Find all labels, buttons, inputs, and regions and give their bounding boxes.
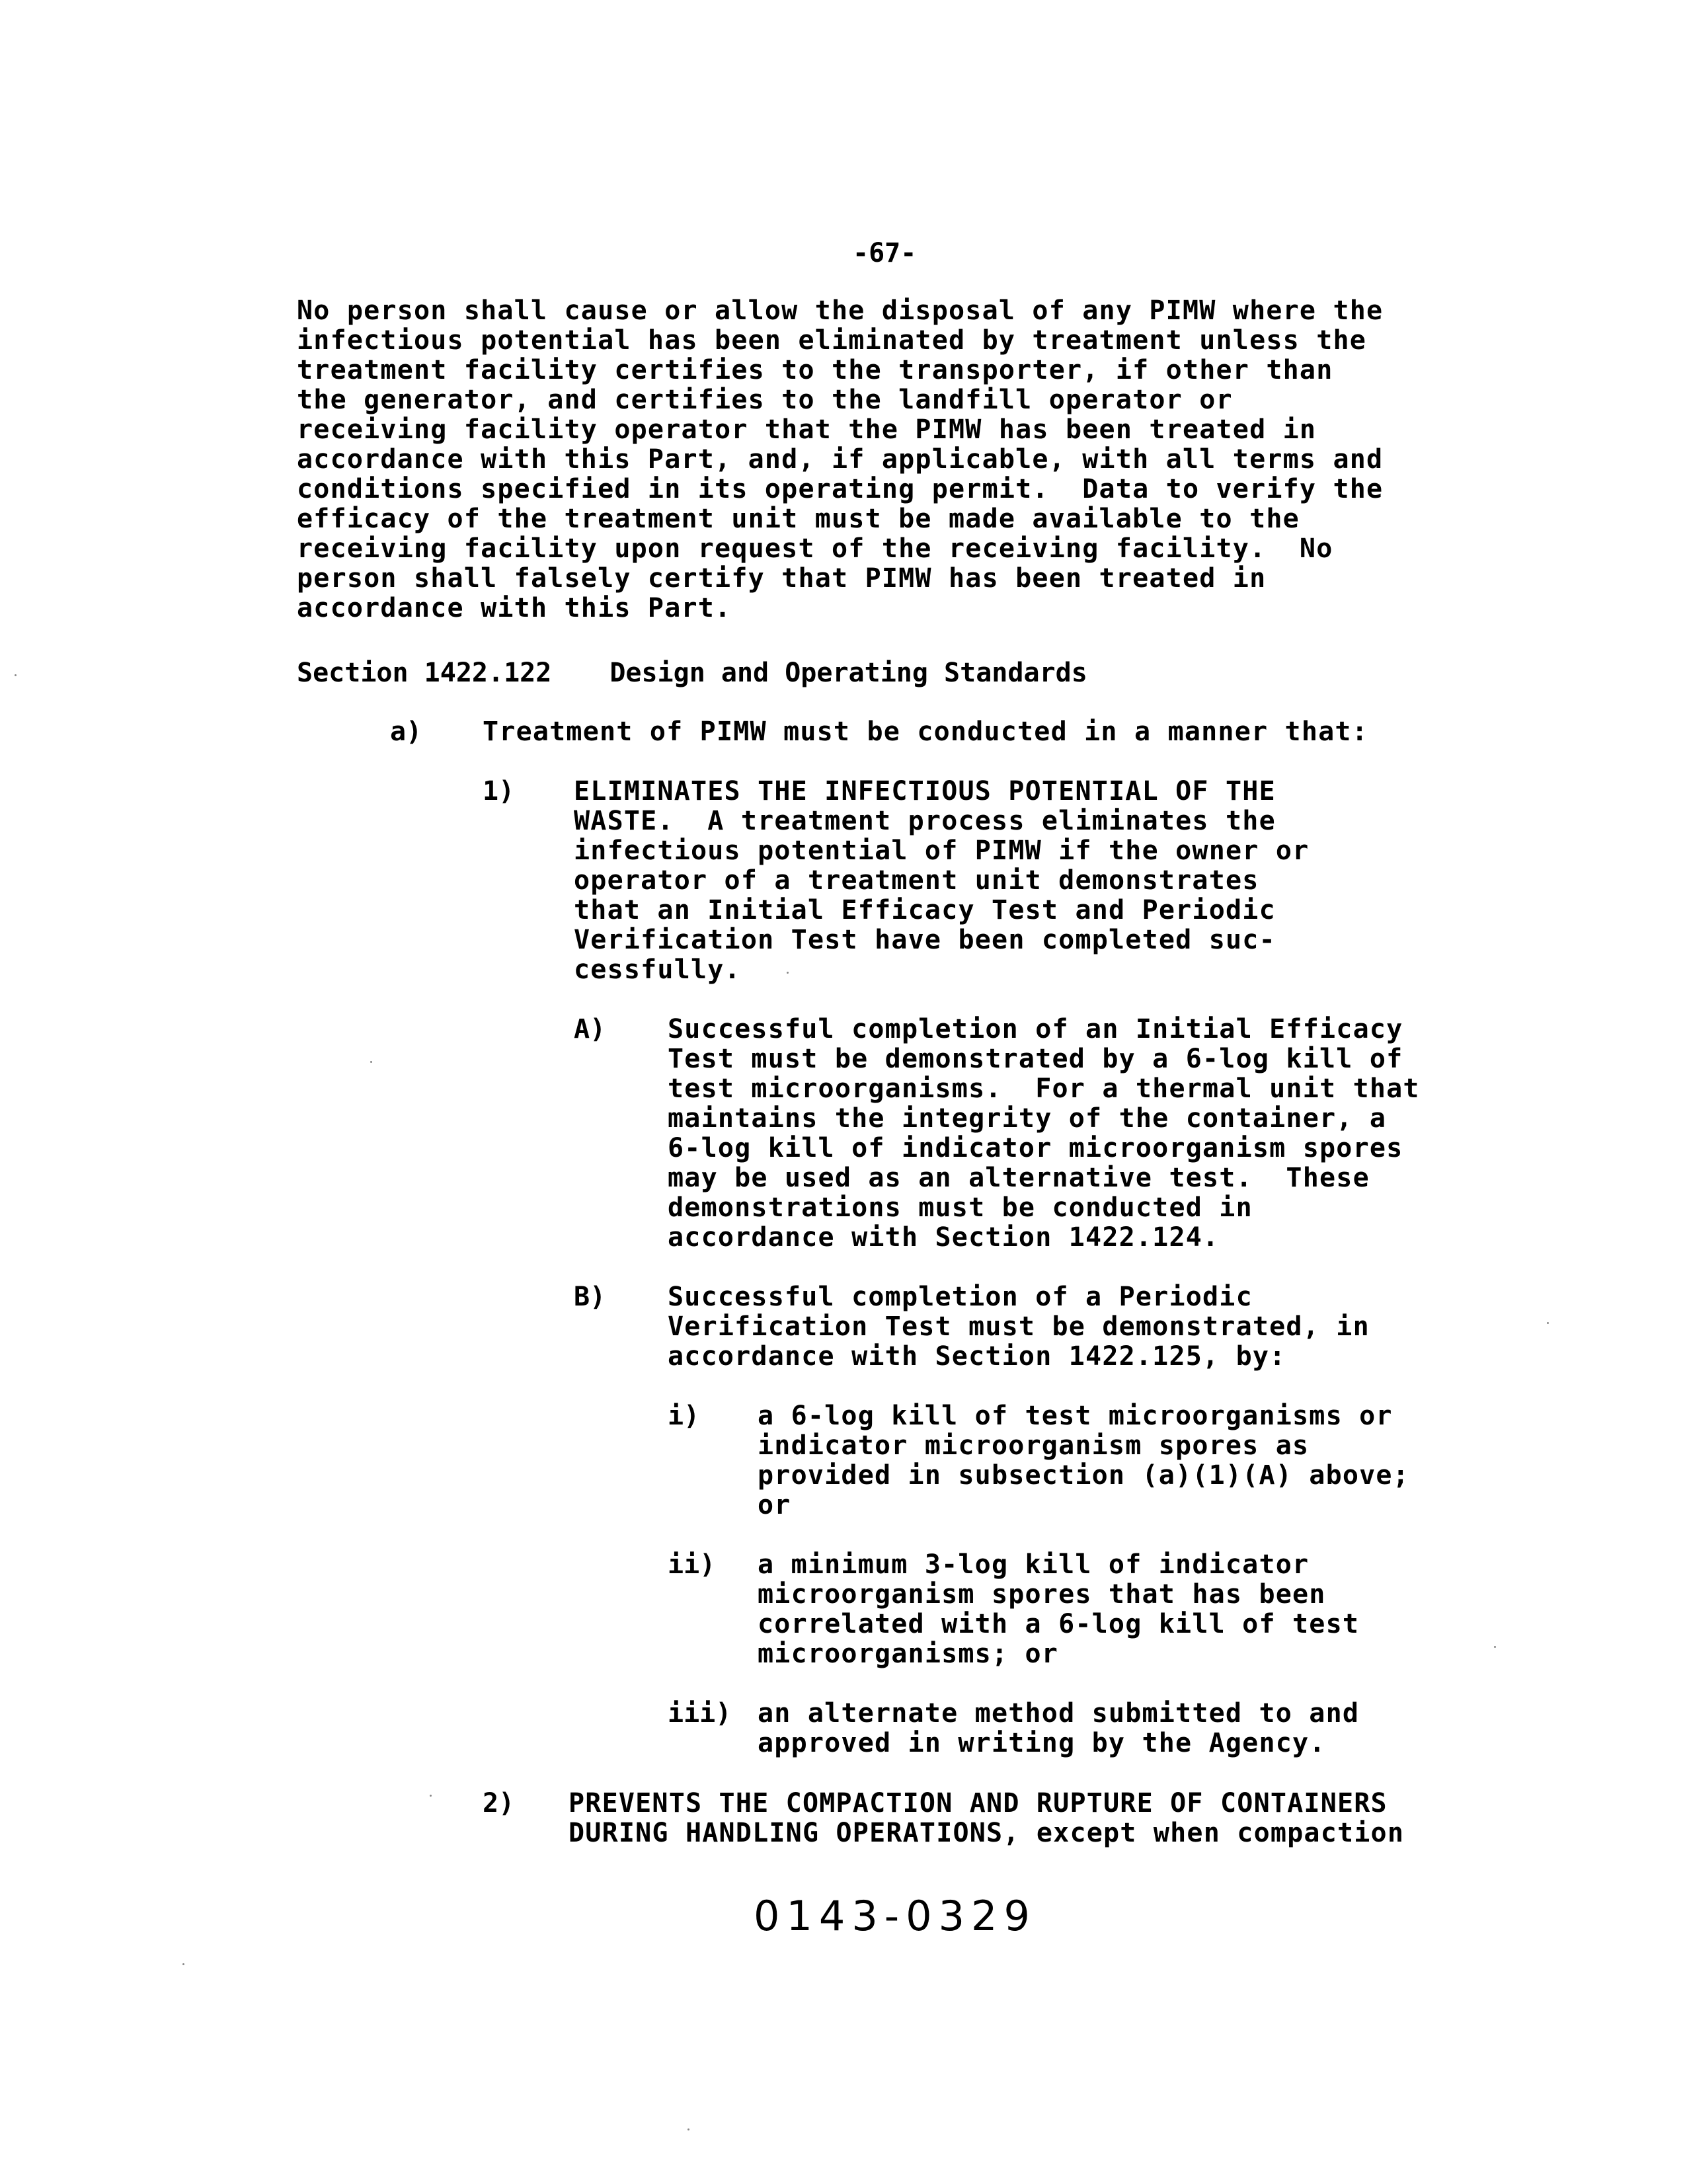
item-B-label: B) — [574, 1282, 606, 1312]
section-title: Design and Operating Standards — [609, 658, 1087, 688]
text-line: DURING HANDLING OPERATIONS, except when compaction — [569, 1818, 1405, 1848]
item-iii-label: iii) — [668, 1698, 732, 1729]
item-2-label: 2) — [483, 1788, 515, 1818]
text-line: demonstrations must be conducted in — [668, 1192, 1253, 1223]
text-line: correlated with a 6-log kill of test — [758, 1609, 1360, 1639]
scan-speck — [1494, 1646, 1496, 1648]
scan-speck — [182, 1963, 184, 1965]
item-ii — [758, 1550, 1359, 1669]
text-line: Successful completion of an Initial Efficacy — [668, 1014, 1403, 1044]
text-line: test microorganisms. For a thermal unit that — [668, 1073, 1420, 1104]
item-i-label: i) — [668, 1401, 700, 1431]
text-line: microorganisms; or — [758, 1639, 1059, 1669]
scan-speck — [787, 972, 789, 974]
text-line: Verification Test must be demonstrated, in — [668, 1311, 1370, 1342]
item-B — [668, 1282, 1370, 1372]
item-iii — [758, 1699, 1359, 1758]
item-A — [668, 1015, 1420, 1253]
text-line: 6-log kill of indicator microorganism spores — [668, 1133, 1403, 1163]
text-line: ELIMINATES THE INFECTIOUS POTENTIAL OF THE — [574, 776, 1276, 806]
text-line: receiving facility operator that the PIMW has been treated in — [297, 414, 1317, 445]
item-a — [483, 717, 1368, 747]
text-line: or — [758, 1490, 791, 1520]
text-line: Successful completion of a Periodic — [668, 1282, 1253, 1312]
text-line: may be used as an alternative test. These — [668, 1163, 1370, 1193]
text-line: an alternate method submitted to and — [758, 1698, 1360, 1729]
text-line: maintains the integrity of the container, a — [668, 1103, 1387, 1134]
text-line: efficacy of the treatment unit must be made available to the — [297, 504, 1300, 534]
text-line: accordance with this Part, and, if applicable, with all terms and — [297, 444, 1384, 475]
item-1-label: 1) — [483, 776, 515, 806]
text-line: treatment facility certifies to the transporter, if other than — [297, 355, 1333, 385]
text-line: Test must be demonstrated by a 6-log kill of — [668, 1044, 1403, 1074]
text-line: infectious potential of PIMW if the owner or — [574, 836, 1310, 866]
item-A-label: A) — [574, 1014, 606, 1044]
section-number: Section 1422.122 — [297, 658, 552, 688]
text-line: cessfully. — [574, 955, 741, 985]
text-line: the generator, and certifies to the landfill operator or — [297, 385, 1233, 415]
scan-speck — [370, 1061, 372, 1063]
text-line: a 6-log kill of test microorganisms or — [758, 1401, 1393, 1431]
text-line: PREVENTS THE COMPACTION AND RUPTURE OF CONTAINERS — [569, 1788, 1388, 1818]
text-line: person shall falsely certify that PIMW has been treated in — [297, 563, 1267, 594]
scan-speck — [1547, 1322, 1549, 1324]
scan-speck — [430, 1795, 432, 1797]
item-ii-label: ii) — [668, 1549, 716, 1580]
text-line: that an Initial Efficacy Test and Periodic — [574, 895, 1276, 925]
text-line: accordance with this Part. — [297, 593, 732, 623]
intro-paragraph — [297, 296, 1383, 623]
text-line: No person shall cause or allow the disposal of any PIMW where the — [297, 295, 1384, 326]
text-line: WASTE. A treatment process eliminates the — [574, 806, 1276, 836]
item-a-label: a) — [390, 717, 422, 747]
page-number: -67- — [853, 238, 917, 268]
document-id: 0143-0329 — [754, 1892, 1037, 1940]
text-line: a minimum 3-log kill of indicator — [758, 1549, 1310, 1580]
text-line: provided in subsection (a)(1)(A) above; — [758, 1460, 1409, 1491]
text-line: microorganism spores that has been — [758, 1579, 1326, 1610]
scan-speck — [687, 2128, 689, 2130]
item-1 — [574, 777, 1309, 985]
scan-speck — [15, 674, 17, 676]
item-i — [758, 1401, 1409, 1520]
text-line: accordance with Section 1422.125, by: — [668, 1341, 1286, 1372]
section-heading — [297, 658, 1087, 688]
item-2 — [569, 1789, 1404, 1848]
text-line: accordance with Section 1422.124. — [668, 1222, 1220, 1253]
text-line: indicator microorganism spores as — [758, 1430, 1310, 1461]
text-line: approved in writing by the Agency. — [758, 1728, 1326, 1758]
text-line: Verification Test have been completed suc- — [574, 925, 1276, 955]
text-line: operator of a treatment unit demonstrates — [574, 865, 1259, 896]
text-line: Treatment of PIMW must be conducted in a manner that: — [483, 717, 1368, 747]
text-line: conditions specified in its operating permit. Data to verify the — [297, 474, 1384, 504]
text-line: infectious potential has been eliminated by treatment unless the — [297, 325, 1367, 356]
text-line: receiving facility upon request of the receiving facility. No — [297, 533, 1333, 564]
